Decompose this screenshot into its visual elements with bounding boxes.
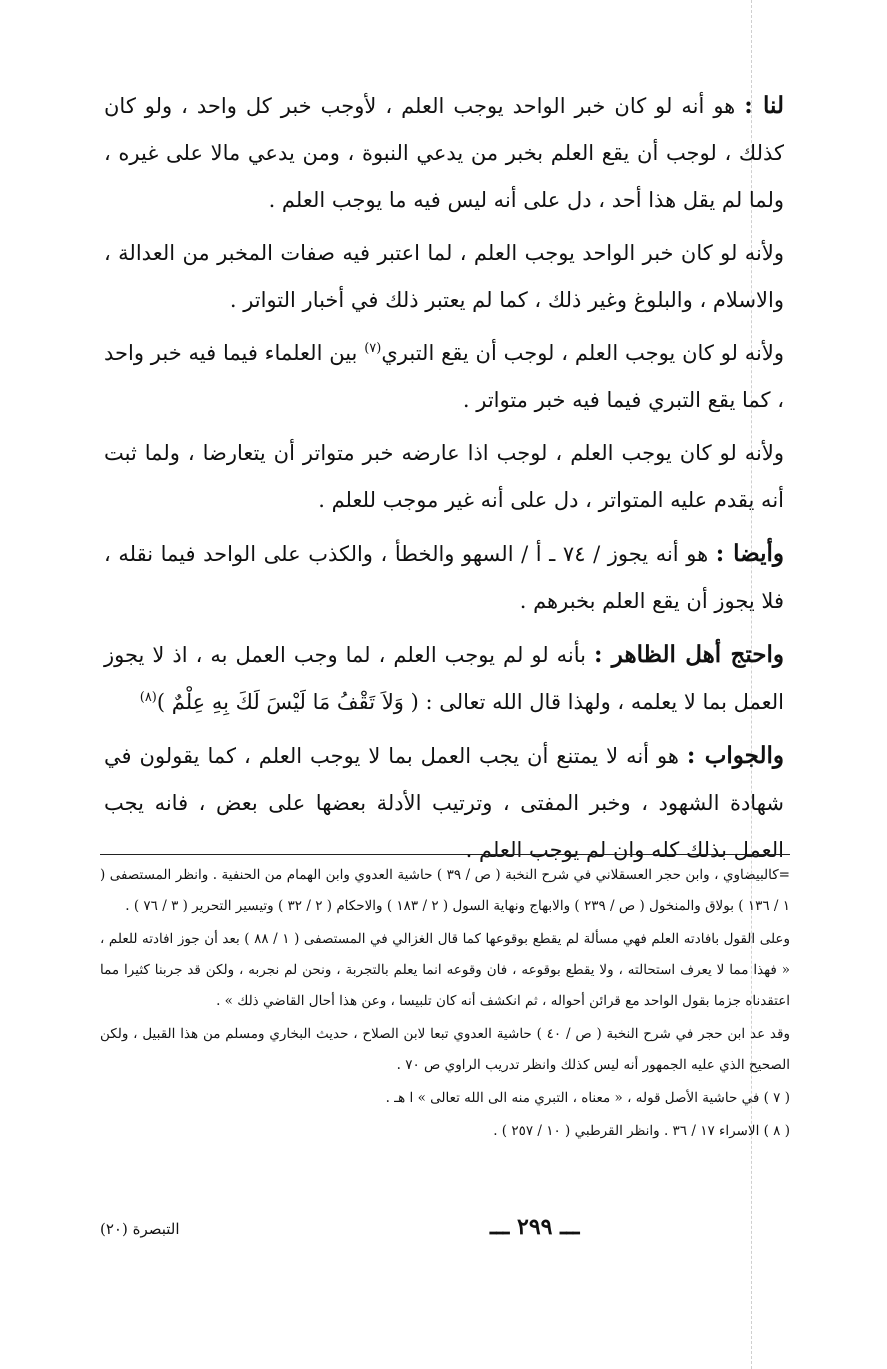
footnote-paragraph: وقد عد ابن حجر في شرح النخبة ( ص / ٤٠ ) حاشية العدوي تبعا لابن الصلاح ، حديث البخاري ومسلم من هذا القبيل ، ولكن الصحيح الذي عليه الجمهور أنه ليس كذلك وانظر تدريب الراوي ص ٧٠ . (100, 1026, 790, 1073)
paragraph-text: بأنه لو لم يوجب العلم ، لما وجب العمل به ، اذ لا يجوز العمل بما لا يعلمه ، ولهذا قال الله تعالى : ( وَلاَ تَقْفُ مَا لَيْسَ لَكَ بِهِ عِلْمٌ ) (104, 643, 784, 714)
footnote-continued: =كالبيضاوي ، وابن حجر العسقلاني في شرح النخبة ( ص / ٣٩ ) حاشية العدوي وابن الهمام من الحنفية . وانظر المستصفى ( ١ / ١٣٦ ) بولاق والمنخول ( ص / ٢٣٩ ) والابهاج ونهاية السول ( ٢ / ١٨٣ ) والاحكام ( ٢ / ٣٢ ) وتيسير التحرير ( ٣ / ٧٦ ) . (100, 867, 790, 914)
paragraph-ahl-zahir (104, 631, 784, 726)
paragraph-lead: وأيضا : (715, 540, 784, 567)
page-number: ـــ ٢٩٩ ـــ (490, 1214, 580, 1240)
paragraph-text: هو أنه لو كان خبر الواحد يوجب العلم ، لأوجب خبر كل واحد ، ولو كان كذلك ، لوجب أن يقع العلم بخبر من يدعي النبوة ، ومن يدعي مالا على غيره ، ولما لم يقل هذا أحد ، دل على أنه ليس فيه ما يوجب العلم . (104, 94, 784, 212)
footnote-7: ( ٧ ) في حاشية الأصل قوله ، « معناه ، التبري منه الى الله تعالى » ا هـ . (385, 1090, 790, 1106)
printer-signature: التبصرة (٢٠) (100, 1220, 180, 1238)
paragraph-tabarri (104, 330, 784, 424)
footnote-separator (100, 854, 790, 855)
paragraph-text: بين العلماء فيما فيه خبر واحد ، كما يقع التبري فيما فيه خبر متواتر . (104, 341, 784, 412)
paragraph-aydan (104, 530, 784, 625)
paragraph-mutawatir: ولأنه لو كان يوجب العلم ، لوجب اذا عارضه خبر متواتر أن يتعارضا ، ولما ثبت أنه يقدم عليه المتواتر ، دل على أنه غير موجب للعلم . (104, 441, 784, 512)
paragraph-lead: لنا : (744, 92, 784, 119)
footnotes (100, 860, 790, 1149)
footnote-ref-7: (٧) (364, 341, 382, 356)
footnote-8: ( ٨ ) الاسراء ١٧ / ٣٦ . وانظر القرطبي ( ١٠ / ٢٥٧ ) . (493, 1123, 790, 1139)
paragraph-lead: واحتج أهل الظاهر : (593, 641, 785, 668)
paragraph-jawab (104, 732, 784, 874)
page-footer (100, 1210, 790, 1250)
paragraph-text: هو أنه يجوز / ٧٤ ـ أ / السهو والخطأ ، والكذب على الواحد فيما نقله ، فلا يجوز أن يقع العلم بخبرهم . (104, 542, 784, 613)
main-text (104, 82, 784, 880)
paragraph-lead: والجواب : (686, 742, 785, 769)
paragraph-text: هو أنه لا يمتنع أن يجب العمل بما لا يوجب العلم ، كما يقولون في شهادة الشهود ، وخبر المفتى ، وترتيب الأدلة بعضها على بعض ، فانه يجب العمل بذلك كله وان لم يوجب العلم . (104, 744, 784, 862)
footnote-paragraph: وعلى القول بافادته العلم فهي مسألة لم يقطع بوقوعها كما قال الغزالي في المستصفى ( ١ / ٨٨ ) بعد أن جوز افادته للعلم ، « فهذا مما لا يعرف استحالته ، ولا يقطع بوقوعه ، فان وقوعه انما يعلم بالتجربة ، ونحن لم نجربه ، ولكن قد جربنا كثيرا مما اعتقدناه جزما بقول الواحد مع قرائن أحواله ، ثم انكشف أنه كان تلبيسا ، وعن هذا أحال القاضي ذلك » . (100, 931, 790, 1009)
footnote-ref-8: (٨) (139, 690, 157, 705)
paragraph-lana (104, 82, 784, 224)
paragraph-conditions: ولأنه لو كان خبر الواحد يوجب العلم ، لما اعتبر فيه صفات المخبر من العدالة ، والاسلام ، والبلوغ وغير ذلك ، كما لم يعتبر ذلك في أخبار التواتر . (104, 241, 784, 312)
paragraph-text: ولأنه لو كان يوجب العلم ، لوجب أن يقع التبري (381, 341, 784, 365)
